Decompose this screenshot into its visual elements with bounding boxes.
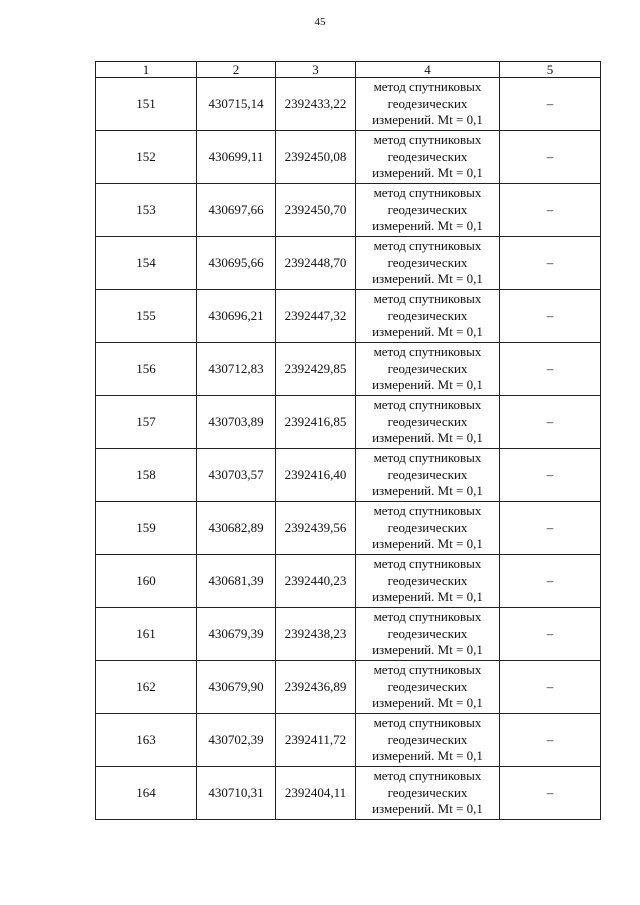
y-coordinate-cell: 2392436,89 [276, 661, 356, 714]
method-line-2: геодезических [387, 254, 468, 270]
method-line-3: измерений. Mt = 0,1 [372, 589, 483, 605]
method-cell [356, 714, 500, 767]
method-line-3: измерений. Mt = 0,1 [372, 218, 483, 234]
table-row [96, 237, 601, 290]
table-row [96, 449, 601, 502]
column-5-cell: – [500, 555, 601, 608]
column-header-1: 1 [96, 62, 197, 78]
x-coordinate-cell: 430695,66 [197, 237, 276, 290]
y-coordinate-cell: 2392404,11 [276, 767, 356, 820]
method-cell [356, 555, 500, 608]
point-number-cell: 161 [96, 608, 197, 661]
header-row [96, 62, 601, 78]
column-5-cell: – [500, 184, 601, 237]
coordinates-table [95, 61, 601, 820]
column-header-4: 4 [356, 62, 500, 78]
column-5-cell: – [500, 767, 601, 820]
x-coordinate-cell: 430679,90 [197, 661, 276, 714]
x-coordinate-cell: 430703,89 [197, 396, 276, 449]
column-5-cell: – [500, 290, 601, 343]
method-cell [356, 343, 500, 396]
method-line-2: геодезических [387, 519, 468, 535]
point-number-cell: 162 [96, 661, 197, 714]
column-5-cell: – [500, 343, 601, 396]
table-body [96, 78, 601, 820]
method-line-2: геодезических [387, 572, 468, 588]
method-line-2: геодезических [387, 466, 468, 482]
method-cell [356, 767, 500, 820]
method-line-3: измерений. Mt = 0,1 [372, 536, 483, 552]
method-line-1: метод спутниковых [373, 79, 482, 95]
method-line-2: геодезических [387, 360, 468, 376]
method-cell [356, 396, 500, 449]
method-line-1: метод спутниковых [373, 715, 482, 731]
table-row [96, 290, 601, 343]
y-coordinate-cell: 2392439,56 [276, 502, 356, 555]
x-coordinate-cell: 430681,39 [197, 555, 276, 608]
point-number-cell: 159 [96, 502, 197, 555]
table-row [96, 78, 601, 131]
method-line-2: геодезических [387, 784, 468, 800]
method-line-2: геодезических [387, 625, 468, 641]
table-row [96, 661, 601, 714]
point-number-cell: 153 [96, 184, 197, 237]
method-line-1: метод спутниковых [373, 132, 482, 148]
point-number-cell: 154 [96, 237, 197, 290]
y-coordinate-cell: 2392429,85 [276, 343, 356, 396]
point-number-cell: 157 [96, 396, 197, 449]
table-row [96, 714, 601, 767]
point-number-cell: 160 [96, 555, 197, 608]
point-number-cell: 163 [96, 714, 197, 767]
table-row [96, 343, 601, 396]
method-line-1: метод спутниковых [373, 662, 482, 678]
y-coordinate-cell: 2392433,22 [276, 78, 356, 131]
method-line-1: метод спутниковых [373, 609, 482, 625]
method-cell [356, 131, 500, 184]
method-line-2: геодезических [387, 678, 468, 694]
y-coordinate-cell: 2392450,70 [276, 184, 356, 237]
method-line-2: геодезических [387, 731, 468, 747]
table-row [96, 396, 601, 449]
method-cell [356, 661, 500, 714]
column-5-cell: – [500, 131, 601, 184]
point-number-cell: 158 [96, 449, 197, 502]
y-coordinate-cell: 2392411,72 [276, 714, 356, 767]
point-number-cell: 152 [96, 131, 197, 184]
method-line-1: метод спутниковых [373, 768, 482, 784]
y-coordinate-cell: 2392416,40 [276, 449, 356, 502]
table-row [96, 767, 601, 820]
method-cell [356, 449, 500, 502]
method-line-2: геодезических [387, 95, 468, 111]
method-line-1: метод спутниковых [373, 450, 482, 466]
method-line-3: измерений. Mt = 0,1 [372, 748, 483, 764]
y-coordinate-cell: 2392448,70 [276, 237, 356, 290]
method-line-3: измерений. Mt = 0,1 [372, 324, 483, 340]
x-coordinate-cell: 430702,39 [197, 714, 276, 767]
method-line-1: метод спутниковых [373, 503, 482, 519]
column-header-3: 3 [276, 62, 356, 78]
y-coordinate-cell: 2392416,85 [276, 396, 356, 449]
x-coordinate-cell: 430715,14 [197, 78, 276, 131]
method-cell [356, 78, 500, 131]
point-number-cell: 151 [96, 78, 197, 131]
method-line-3: измерений. Mt = 0,1 [372, 271, 483, 287]
column-5-cell: – [500, 661, 601, 714]
method-cell [356, 237, 500, 290]
method-line-3: измерений. Mt = 0,1 [372, 377, 483, 393]
method-line-3: измерений. Mt = 0,1 [372, 430, 483, 446]
page-number: 45 [314, 16, 326, 28]
column-header-2: 2 [197, 62, 276, 78]
column-5-cell: – [500, 502, 601, 555]
method-line-2: геодезических [387, 201, 468, 217]
method-line-3: измерений. Mt = 0,1 [372, 695, 483, 711]
method-line-3: измерений. Mt = 0,1 [372, 483, 483, 499]
x-coordinate-cell: 430699,11 [197, 131, 276, 184]
x-coordinate-cell: 430697,66 [197, 184, 276, 237]
method-line-2: геодезических [387, 307, 468, 323]
x-coordinate-cell: 430696,21 [197, 290, 276, 343]
table-row [96, 502, 601, 555]
method-line-1: метод спутниковых [373, 291, 482, 307]
method-line-1: метод спутниковых [373, 397, 482, 413]
method-cell [356, 290, 500, 343]
point-number-cell: 156 [96, 343, 197, 396]
table-row [96, 555, 601, 608]
method-line-3: измерений. Mt = 0,1 [372, 165, 483, 181]
method-line-3: измерений. Mt = 0,1 [372, 801, 483, 817]
method-line-2: геодезических [387, 413, 468, 429]
column-5-cell: – [500, 237, 601, 290]
column-5-cell: – [500, 714, 601, 767]
column-5-cell: – [500, 608, 601, 661]
column-header-5: 5 [500, 62, 601, 78]
y-coordinate-cell: 2392440,23 [276, 555, 356, 608]
method-line-2: геодезических [387, 148, 468, 164]
x-coordinate-cell: 430682,89 [197, 502, 276, 555]
table-row [96, 131, 601, 184]
method-cell [356, 502, 500, 555]
method-line-1: метод спутниковых [373, 556, 482, 572]
x-coordinate-cell: 430679,39 [197, 608, 276, 661]
column-5-cell: – [500, 78, 601, 131]
column-5-cell: – [500, 396, 601, 449]
point-number-cell: 164 [96, 767, 197, 820]
point-number-cell: 155 [96, 290, 197, 343]
y-coordinate-cell: 2392447,32 [276, 290, 356, 343]
y-coordinate-cell: 2392438,23 [276, 608, 356, 661]
method-line-1: метод спутниковых [373, 185, 482, 201]
table-row [96, 184, 601, 237]
x-coordinate-cell: 430710,31 [197, 767, 276, 820]
method-cell [356, 608, 500, 661]
method-line-3: измерений. Mt = 0,1 [372, 112, 483, 128]
method-line-1: метод спутниковых [373, 238, 482, 254]
method-cell [356, 184, 500, 237]
x-coordinate-cell: 430703,57 [197, 449, 276, 502]
x-coordinate-cell: 430712,83 [197, 343, 276, 396]
column-5-cell: – [500, 449, 601, 502]
y-coordinate-cell: 2392450,08 [276, 131, 356, 184]
method-line-1: метод спутниковых [373, 344, 482, 360]
method-line-3: измерений. Mt = 0,1 [372, 642, 483, 658]
table-row [96, 608, 601, 661]
